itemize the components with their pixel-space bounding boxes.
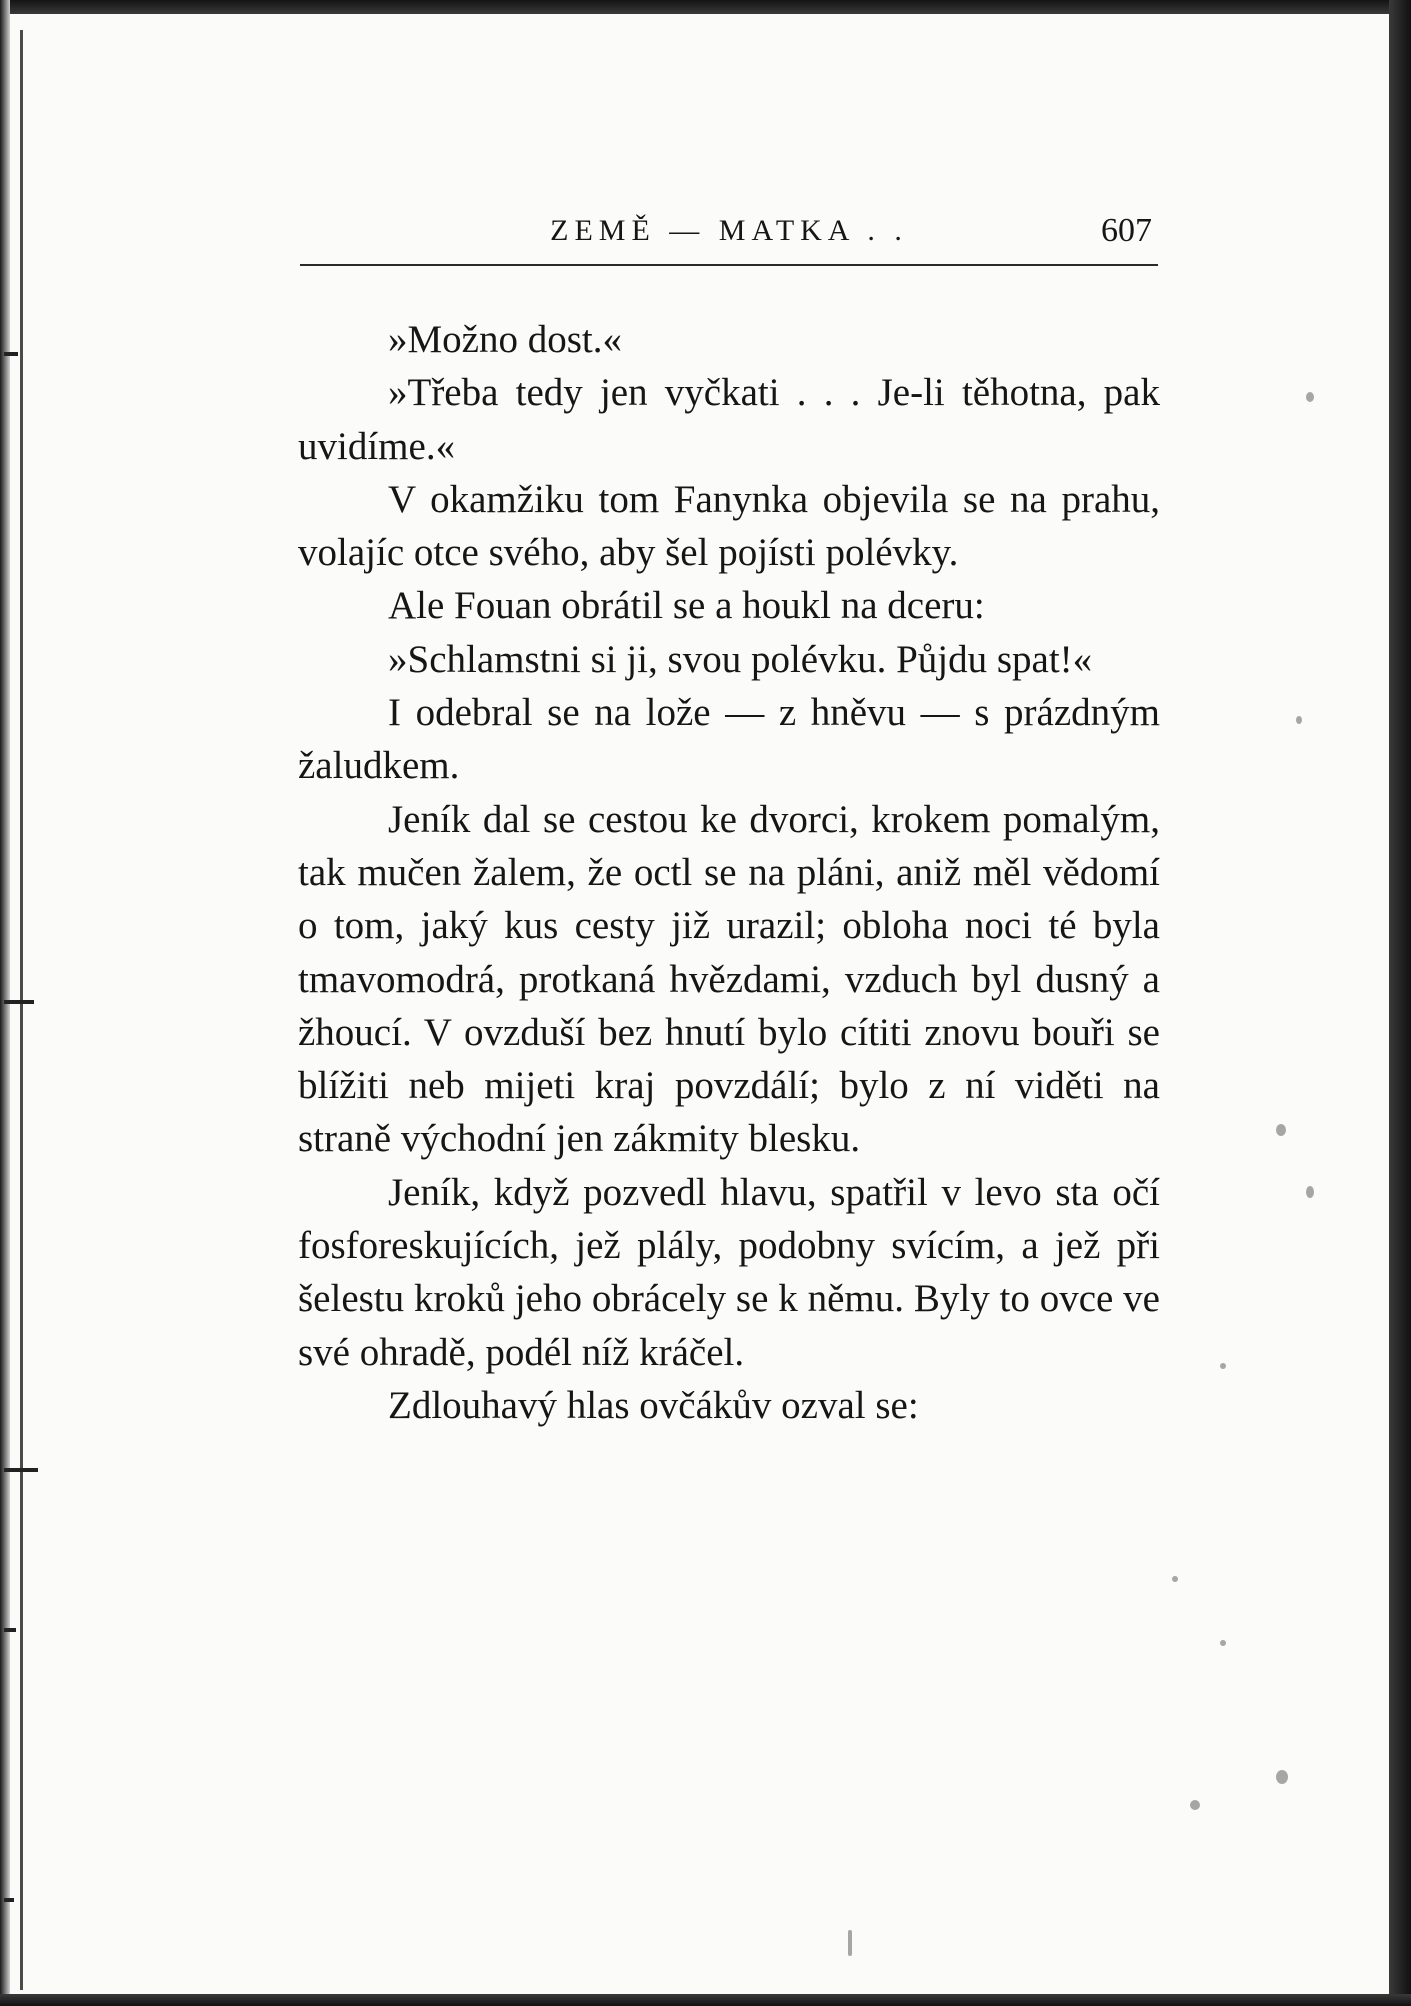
binding-mark <box>4 352 18 356</box>
page-number: 607 <box>1101 212 1152 249</box>
paragraph: Ale Fouan obrátil se a houkl na dceru: <box>388 584 985 628</box>
scan-speck <box>848 1930 852 1956</box>
scan-speck <box>1172 1576 1178 1582</box>
paragraph: »Třeba tedy jen vyčkati . . . Je-li těhotna, pak uvidíme.« <box>298 371 1160 468</box>
body-text <box>298 313 1160 1432</box>
paragraph: V okamžiku tom Fanynka objevila se na prahu, volajíc otce svého, aby šel pojísti polévky. <box>298 477 1160 575</box>
scan-speck <box>1220 1640 1226 1646</box>
paragraph: Zdlouhavý hlas ovčákův ozval se: <box>388 1383 919 1427</box>
binding-mark <box>4 1468 38 1472</box>
scan-speck <box>1306 392 1314 402</box>
binding-shadow-line <box>20 30 23 1990</box>
paragraph: »Schlamstni si ji, svou polévku. Půjdu spat!« <box>388 637 1093 681</box>
binding-mark <box>4 1000 34 1004</box>
scan-border-bottom <box>0 1994 1411 2006</box>
binding-mark <box>4 1628 16 1632</box>
scan-speck <box>1276 1770 1288 1784</box>
binding-mark <box>4 1898 14 1902</box>
scan-speck <box>1276 1124 1286 1136</box>
paragraph: I odebral se na lože — z hněvu — s prázdným žaludkem. <box>298 691 1160 788</box>
paragraph: Jeník dal se cestou ke dvorci, krokem pomalým, tak mučen žalem, že octl se na pláni, aniž měl vědomí o tom, jaký kus cesty již urazil; obloha noci té byla tmavomodrá, protkaná hvězdami, vzduch byl dusný a žhoucí. V ovzduší bez hnutí bylo cítiti znovu bouři se blížiti neb mijeti kraj povzdálí; bylo z ní viděti na straně východní jen zákmity blesku. <box>298 797 1160 1161</box>
running-title: ZEMĚ — MATKA . . <box>550 214 908 247</box>
running-head <box>300 208 1158 260</box>
paragraph: Jeník, když pozvedl hlavu, spatřil v levo sta očí fosforeskujících, jež plály, podobny svícím, a jež při šelestu kroků jeho obrácely se k němu. Byly to ovce ve své ohradě, podél níž kráčel. <box>298 1170 1160 1374</box>
paragraph: »Možno dost.« <box>388 318 622 361</box>
header-rule <box>300 264 1158 266</box>
scan-speck <box>1220 1363 1226 1369</box>
scan-speck <box>1306 1186 1314 1198</box>
scan-speck <box>1296 716 1302 724</box>
scan-border-right <box>1389 0 1411 2006</box>
scan-border-top <box>0 0 1411 14</box>
scan-speck <box>1190 1800 1200 1810</box>
